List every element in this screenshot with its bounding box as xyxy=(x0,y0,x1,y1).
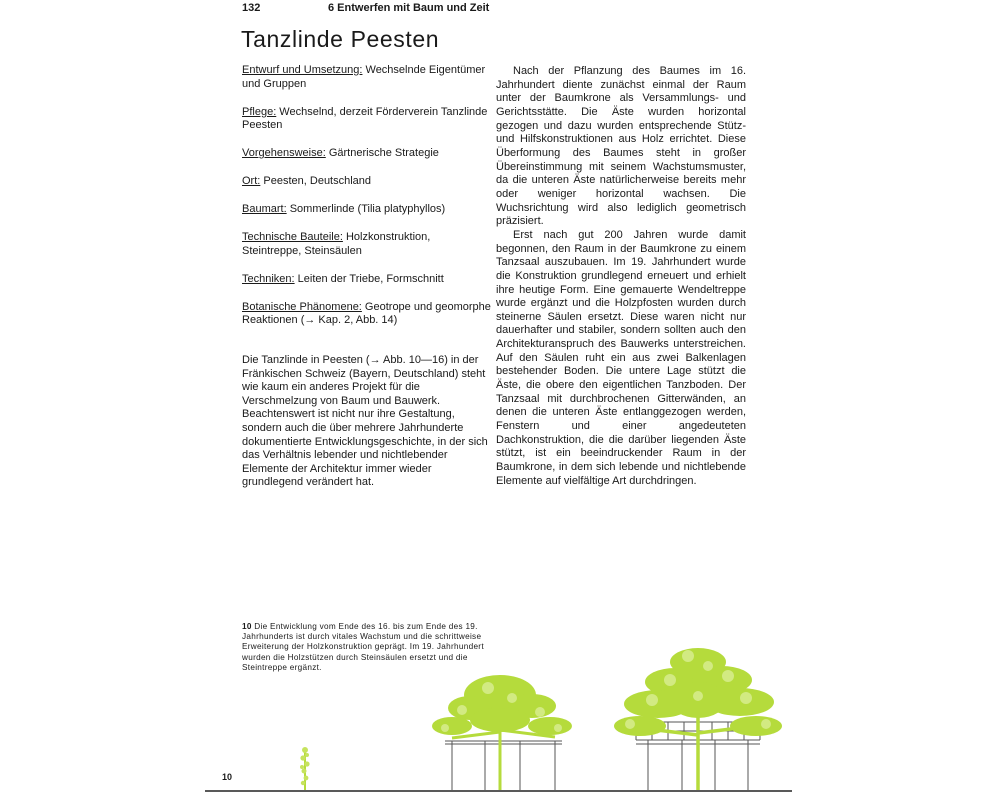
fact-label: Technische Bauteile: xyxy=(242,231,343,243)
caption-text: Die Entwicklung vom Ende des 16. bis zum Ende des 19. Jahrhunderts ist durch vitales Wachstum und die schrittweise Erweiterung der Holzkonstruktion geprägt. Im 19. Jahrhundert wurden die Holzstützen durch Steinsäulen ersetzt und die Steintreppe ergänzt. xyxy=(242,622,484,672)
fact-label: Ort: xyxy=(242,175,261,187)
fact-value: Wechselnd, derzeit Förderverein Tanzlinde Peesten xyxy=(242,105,488,131)
caption-number: 10 xyxy=(242,622,252,631)
fact-label: Baumart: xyxy=(242,203,287,215)
fact-label: Botanische Phänomene: xyxy=(242,300,362,313)
large-tree-with-dance-hall-drawing xyxy=(614,648,782,790)
fact-value: Peesten, Deutschland xyxy=(260,175,372,187)
fact-pflege xyxy=(242,106,492,133)
tree-development-illustration xyxy=(200,640,800,795)
chapter-title: 6 Entwerfen mit Baum und Zeit xyxy=(328,2,490,14)
figure-number-label: 10 xyxy=(222,772,233,782)
fact-phaenomene xyxy=(242,301,492,328)
running-header xyxy=(242,2,489,14)
fact-label: Vorgehensweise: xyxy=(242,147,326,159)
body-paragraph: Nach der Pflanzung des Baumes im 16. Jahrhundert diente zunächst einmal der Raum unter der Baumkrone als Versammlungs- und Gerichtsstätte. Die Äste wurden horizontal gezogen und dazu wurden entsprechende Stütz- und Hilfskonstruktionen aus Holz errichtet. Diese Überformung des Baumes steht in großer Übereinstimmung mit seinem Wachstumsmuster, da die unteren Äste natürlicherweise bereits mehr oder weniger horizontal wachsen. Die Wuchsrichtung wird also lediglich geometrisch präzisiert. xyxy=(496,65,746,228)
fact-ort xyxy=(242,175,492,189)
sapling-tree-drawing xyxy=(300,747,310,790)
fact-label: Pflege: xyxy=(242,105,277,118)
fact-label: Entwurf und Umsetzung: xyxy=(242,64,363,76)
project-facts xyxy=(242,64,492,342)
fact-bauteile xyxy=(242,231,492,258)
medium-tree-with-structure-drawing xyxy=(432,675,572,790)
fact-value: Geotrope und geomorphe Reaktionen (→ Kap. 2, Abb. 14) xyxy=(242,300,491,326)
fact-baumart xyxy=(242,203,492,217)
intro-paragraph: Die Tanzlinde in Peesten (→ Abb. 10—16) in der Fränkischen Schweiz (Bayern, Deutschland) steht wie kaum ein anderes Projekt für die Verschmelzung von Baum und Bauwerk. Beachtenswert ist nicht nur ihre Gestaltung, sondern auch die über mehrere Jahrhunderte dokumentierte Entwicklungsgeschichte, in der sich das Verhältnis lebender und nichtlebender Elemente der Architektur immer wieder grundlegend verändert hat. xyxy=(242,354,488,489)
fact-value: Wechselnde Eigentümer und Gruppen xyxy=(242,64,486,90)
fact-value: Holzkonstruktion, Steintreppe, Steinsäulen xyxy=(242,231,431,257)
fact-vorgehensweise xyxy=(242,147,492,161)
fact-label: Techniken: xyxy=(242,272,295,285)
body-text-column xyxy=(496,65,746,488)
page-number: 132 xyxy=(242,2,261,14)
fact-entwurf xyxy=(242,64,492,91)
fact-value: Leiten der Triebe, Formschnitt xyxy=(294,272,444,285)
fact-techniken xyxy=(242,273,492,287)
fact-value: Gärtnerische Strategie xyxy=(325,147,439,159)
fact-value: Sommerlinde (Tilia platyphyllos) xyxy=(286,203,446,215)
page-title: Tanzlinde Peesten xyxy=(241,26,440,52)
body-paragraph: Erst nach gut 200 Jahren wurde damit begonnen, den Raum in der Baumkrone zu einem Tanzsaal auszubauen. Im 19. Jahrhundert wurde die Konstruktion grundlegend erneuert und erhielt ihre heutige Form. Eine gemauerte Wendeltreppe wurde ergänzt und die Holzpfosten wurden durch steinerne Säulen ersetzt. Diese waren nicht nur dauerhafter und stabiler, sondern sollten auch den Architekturanspruch des Bauwerks unterstreichen. Auf den Säulen ruht ein aus zwei Balkenlagen bestehender Boden. Die untere Lage stützt die Äste, die obere den eigentlichen Tanzboden. Der Tanzsaal mit durchbrochenen Gitterwänden, an denen die unteren Äste entlanggezogen werden, Fenstern und einer angedeuteten Dachkonstruktion, die die darüber liegenden Äste stützt, ist ein beeindruckender Raum in der Baumkrone, in dem sich lebende und nichtlebende Elemente auf vielfältige Art durchdringen. xyxy=(496,228,746,487)
